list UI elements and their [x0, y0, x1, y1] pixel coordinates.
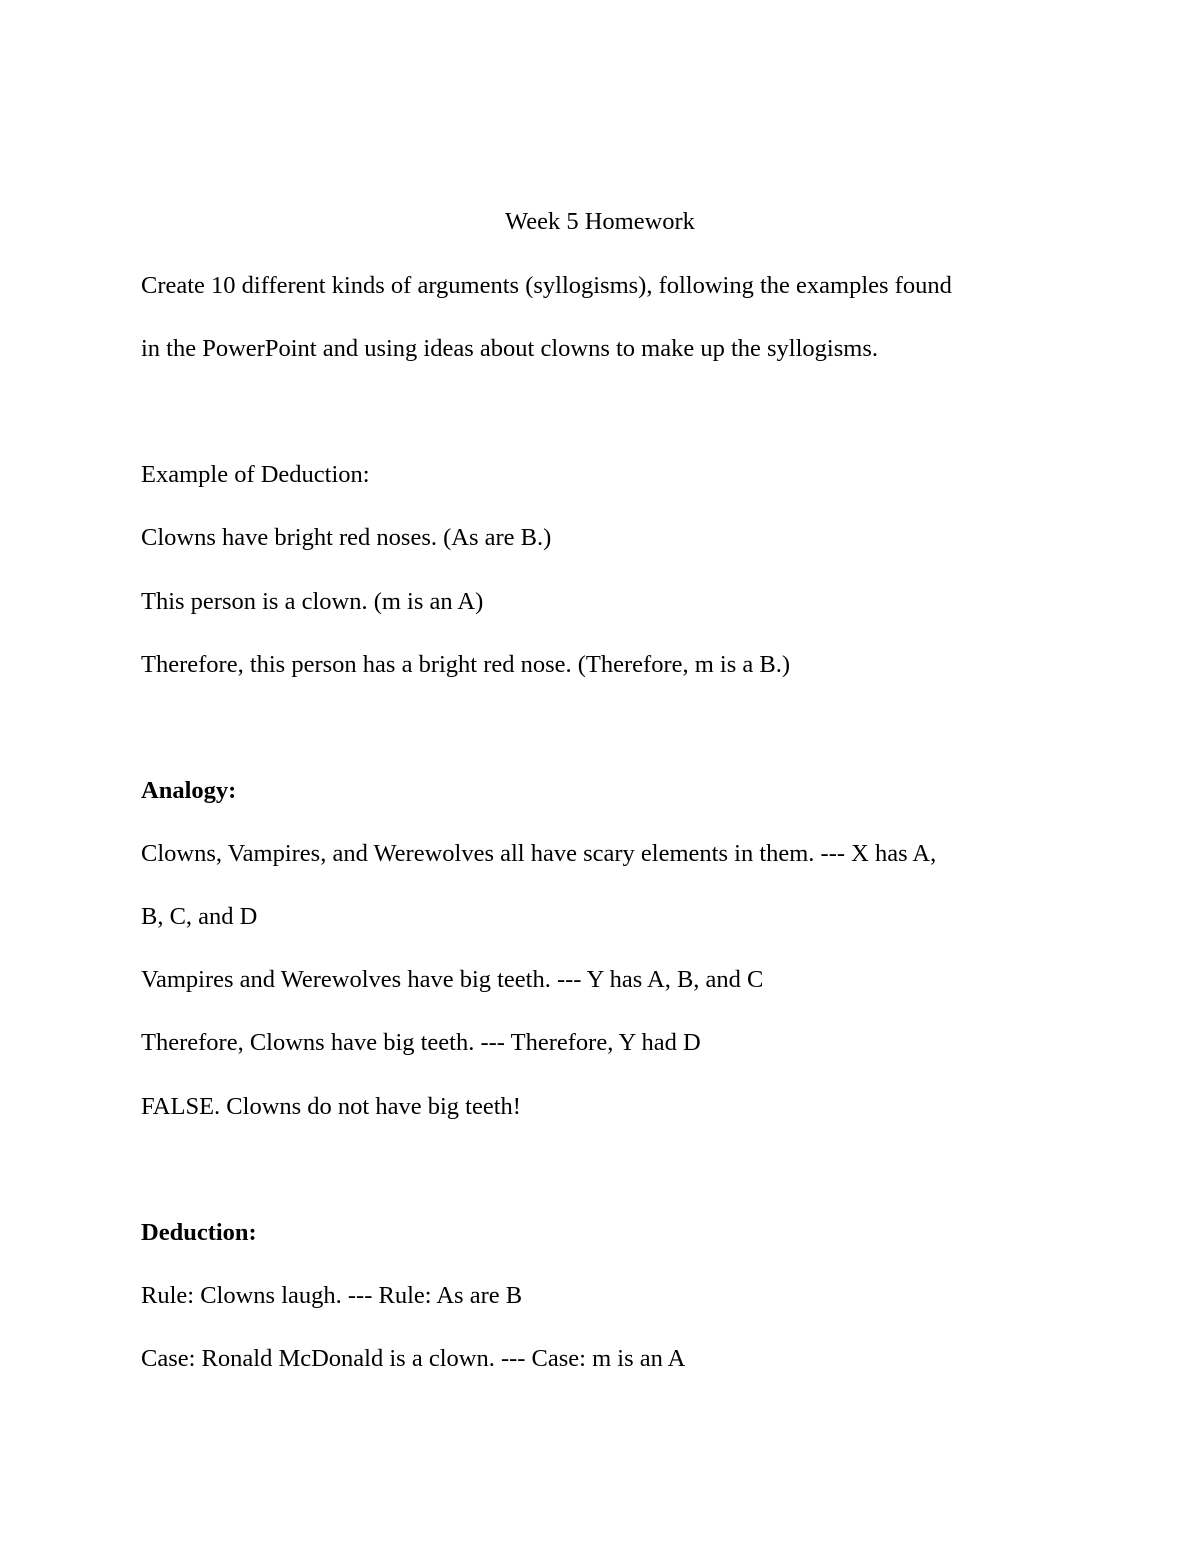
- page-title: Week 5 Homework: [505, 208, 695, 235]
- deduction-line-2: Case: Ronald McDonald is a clown. --- Case: m is an A: [141, 1345, 686, 1372]
- intro-line-2: in the PowerPoint and using ideas about clowns to make up the syllogisms.: [141, 335, 878, 362]
- analogy-line-3: Vampires and Werewolves have big teeth. --- Y has A, B, and C: [141, 966, 764, 993]
- deduction-heading: Deduction:: [141, 1219, 257, 1246]
- analogy-line-5: FALSE. Clowns do not have big teeth!: [141, 1093, 521, 1120]
- intro-line-1: Create 10 different kinds of arguments (syllogisms), following the examples found: [141, 272, 952, 299]
- example-deduction-line-3: Therefore, this person has a bright red nose. (Therefore, m is a B.): [141, 651, 791, 678]
- example-deduction-line-2: This person is a clown. (m is an A): [141, 588, 484, 615]
- analogy-line-1: Clowns, Vampires, and Werewolves all have scary elements in them. --- X has A,: [141, 840, 937, 867]
- analogy-heading: Analogy:: [141, 777, 237, 804]
- example-deduction-line-1: Clowns have bright red noses. (As are B.): [141, 524, 552, 551]
- analogy-line-4: Therefore, Clowns have big teeth. --- Therefore, Y had D: [141, 1029, 701, 1056]
- analogy-line-2: B, C, and D: [141, 903, 258, 930]
- example-deduction-heading: Example of Deduction:: [141, 461, 370, 488]
- deduction-line-1: Rule: Clowns laugh. --- Rule: As are B: [141, 1282, 523, 1309]
